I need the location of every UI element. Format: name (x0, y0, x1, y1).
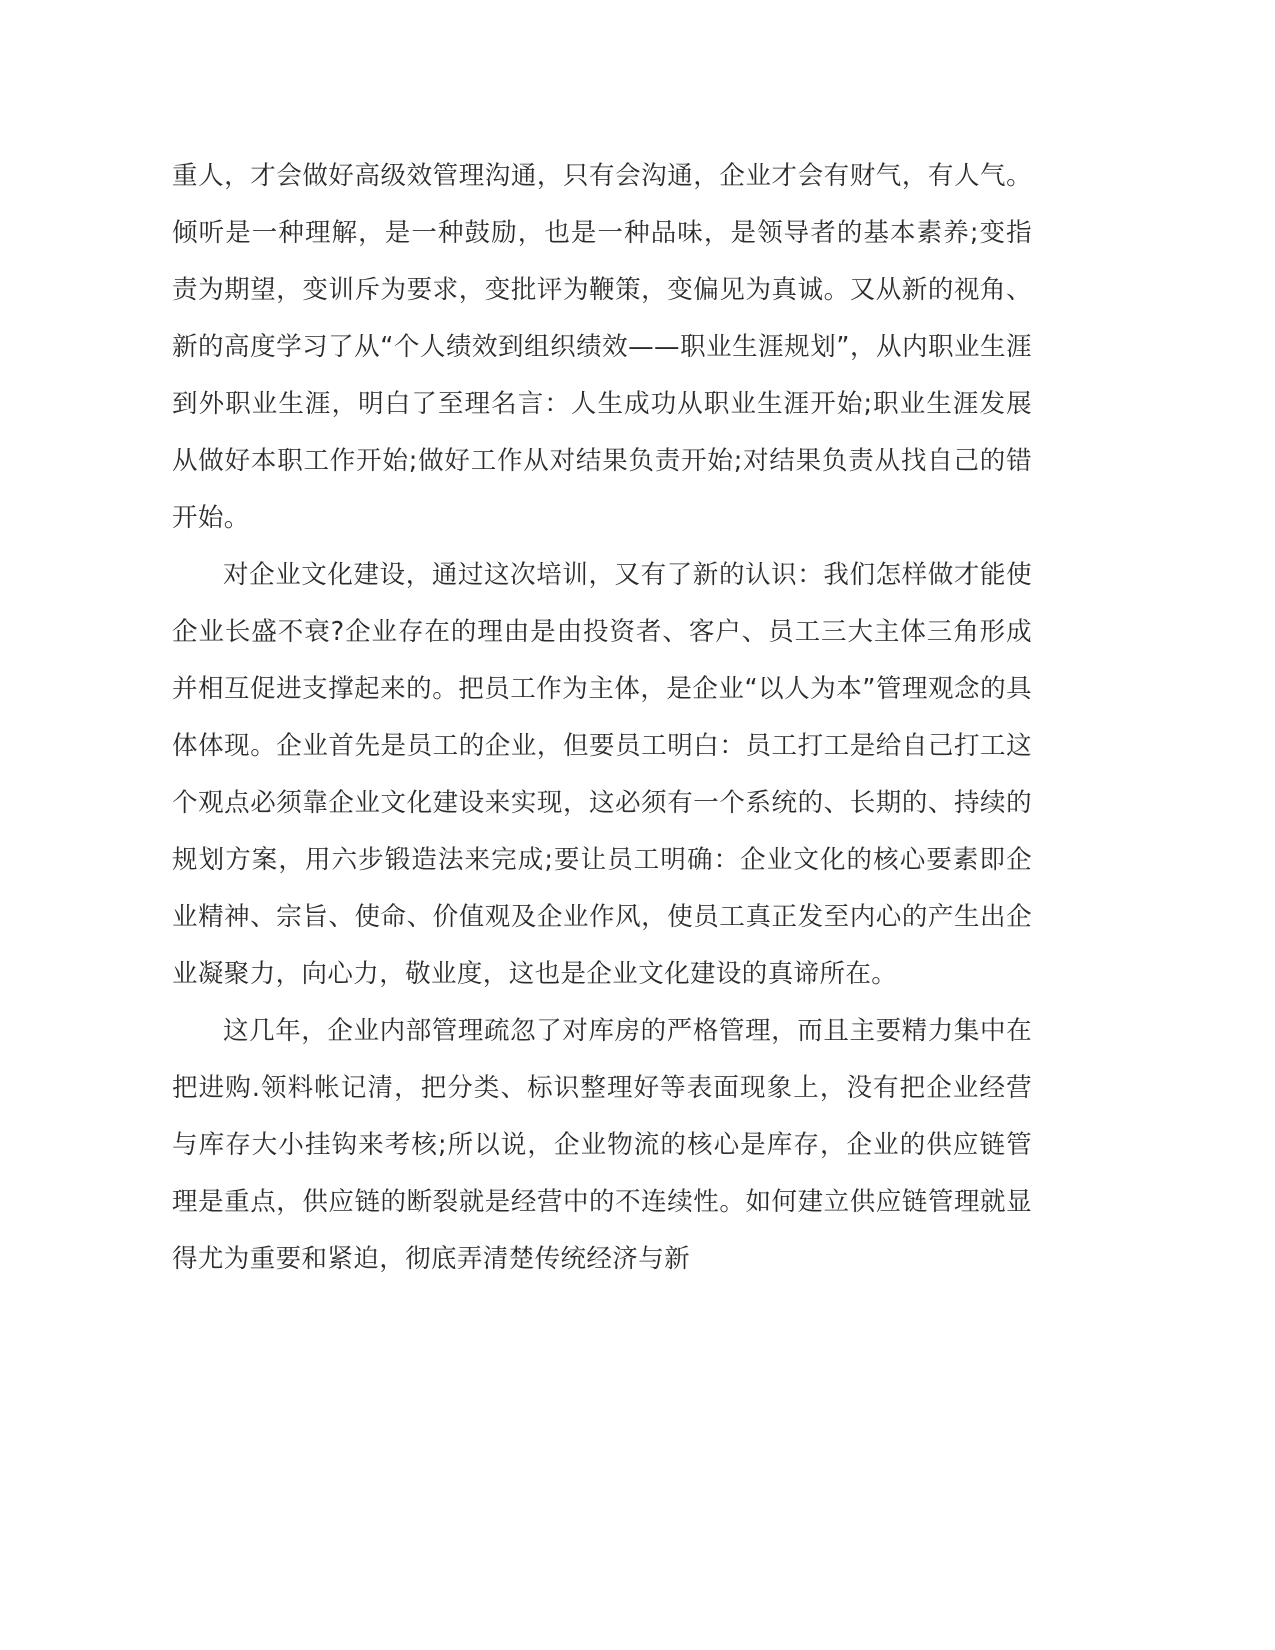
paragraph-2: 对企业文化建设，通过这次培训，又有了新的认识：我们怎样做才能使企业长盛不衰?企业存在的理由是由投资者、客户、员工三大主体三角形成并相互促进支撑起来的。把员工作为主体，是企业“以人为本”管理观念的具体体现。企业首先是员工的企业，但要员工明白：员工打工是给自己打工这个观点必须靠企业文化建设来实现，这必须有一个系统的、长期的、持续的规划方案，用六步锻造法来完成;要让员工明确：企业文化的核心要素即企业精神、宗旨、使命、价值观及企业作风，使员工真正发至内心的产生出企业凝聚力，向心力，敬业度，这也是企业文化建设的真谛所在。 (172, 560, 1032, 989)
paragraph-3: 这几年，企业内部管理疏忽了对库房的严格管理，而且主要精力集中在把进购.领料帐记清，把分类、标识整理好等表面现象上，没有把企业经营与库存大小挂钩来考核;所以说，企业物流的核心是库存，企业的供应链管理是重点，供应链的断裂就是经营中的不连续性。如何建立供应链管理就显得尤为重要和紧迫，彻底弄清楚传统经济与新 (172, 1016, 1032, 1274)
paragraph-1: 重人，才会做好高级效管理沟通，只有会沟通，企业才会有财气，有人气。倾听是一种理解，是一种鼓励，也是一种品味，是领导者的基本素养;变指责为期望，变训斥为要求，变批评为鞭策，变偏见为真诚。又从新的视角、新的高度学习了从“个人绩效到组织绩效——职业生涯规划”，从内职业生涯到外职业生涯，明白了至理名言：人生成功从职业生涯开始;职业生涯发展从做好本职工作开始;做好工作从对结果负责开始;对结果负责从找自己的错开始。 (172, 161, 1032, 533)
document-body (172, 148, 1032, 1288)
